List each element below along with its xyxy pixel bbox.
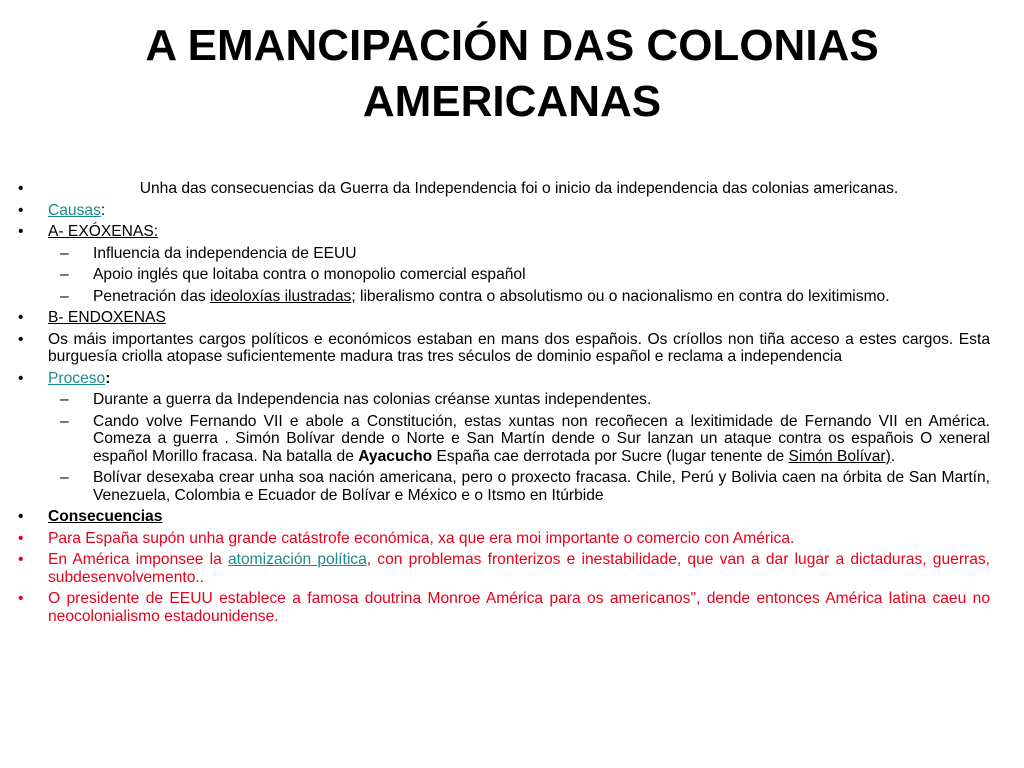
list-item-endoxenas [18, 309, 990, 327]
bullet-marker: • [18, 508, 24, 525]
causas-link[interactable]: Causas [48, 201, 101, 219]
title-line-2: AMERICANAS [362, 77, 662, 126]
exo-3-text-a: Penetración das [93, 287, 211, 305]
bullet-marker: • [18, 369, 24, 387]
proceso-link[interactable]: Proceso [48, 369, 106, 387]
list-item-cons-2 [18, 551, 990, 586]
ideoloxias-ilustradas: ideoloxías ilustradas [210, 287, 352, 305]
atomizacion-politica-link[interactable]: atomización política [227, 551, 367, 568]
proc-2-text-a: Cando volve Fernando VII e abole a Constitución, estas xuntas non recoñecen a lexitimidade de Fernando VII en América. Comeza a guerra . Simón Bolívar dende o Norte e San Martín dende o Sur lanzan un ataque contra os españois O xeneral español Morillo fracasa. Na batalla de [93, 412, 990, 465]
exo-1-text: Influencia da independencia de EEUU [93, 244, 357, 262]
dash-marker: – [60, 469, 69, 486]
list-item-proc-3 [18, 469, 990, 504]
bullet-marker: • [18, 201, 24, 219]
list-item-cons-1 [18, 530, 990, 548]
consecuencias-heading: Consecuencias [48, 508, 163, 525]
title-line-1: A EMANCIPACIÓN DAS COLONIAS [145, 21, 879, 70]
list-item-exo-1 [18, 245, 990, 263]
bullet-marker: • [18, 551, 24, 568]
exo-3-text-b: ; liberalismo contra o absolutismo ou o nacionalismo en contra do lexitimismo. [351, 287, 890, 305]
list-item-causas [18, 202, 990, 220]
cons-2-text-a: En América imponsee la [48, 551, 228, 568]
ayacucho-bold: Ayacucho [358, 447, 433, 465]
simon-bolivar-underlined: Simón Bolívar) [788, 447, 891, 465]
cons-2-text-b: , con problemas fronterizos e inestabilidade, que van a dar lugar a dictaduras, guerras, subdesenvolvemento.. [48, 551, 991, 586]
list-item-exo-2 [18, 266, 990, 284]
exo-2-text: Apoio inglés que loitaba contra o monopolio comercial español [93, 266, 526, 283]
list-item-cons-3 [18, 590, 990, 625]
bullet-marker: • [18, 309, 24, 326]
dash-marker: – [60, 391, 69, 408]
proc-3-text: Bolívar desexaba crear unha soa nación americana, pero o proxecto fracasa. Chile, Perú y Bolivia caen na órbita de San Martín, Venezuela, Colombia e Ecuador de Bolívar e México e o Itsmo en Itúrbide [93, 469, 990, 504]
cons-1-text: Para España supón unha grande catástrofe económica, xa que era moi importante o comercio con América. [48, 529, 795, 547]
dash-marker: – [60, 266, 69, 283]
slide-title [0, 18, 1024, 130]
causas-colon: : [100, 201, 106, 219]
list-item-proc-2 [18, 413, 990, 466]
list-item-intro [18, 180, 990, 198]
list-item-proc-1 [18, 391, 990, 409]
exoxenas-heading: A- EXÓXENAS: [48, 223, 159, 240]
proc-2-text-b: España cae derrotada por Sucre (lugar tenente de [432, 447, 789, 465]
dash-marker: – [60, 244, 69, 262]
bullet-marker: • [18, 590, 24, 607]
bullet-marker: • [18, 529, 24, 547]
list-item-exoxenas [18, 223, 990, 241]
endoxenas-heading: B- ENDOXENAS [48, 309, 166, 326]
proc-2-text-c: . [890, 447, 896, 465]
list-item-proceso [18, 370, 990, 388]
endo-text: Os máis importantes cargos políticos e económicos estaban en mans dos españois. Os críollos non tiña acceso a estes cargos. Esta burguesía criolla atopase suficientemente madura tras tres séculos de dominio español e reclama a independencia [48, 330, 990, 365]
dash-marker: – [60, 412, 69, 430]
dash-marker: – [60, 287, 69, 305]
bullet-marker: • [18, 180, 24, 197]
list-item-endo-text [18, 331, 990, 366]
cons-3-text: O presidente de EEUU establece a famosa doutrina Monroe América para os americanos", dende entonces América latina caeu no neocolonialismo estadounidense. [48, 590, 990, 625]
intro-text: Unha das consecuencias da Guerra da Independencia foi o inicio da independencia das colonias americanas. [139, 180, 899, 197]
proceso-colon: : [105, 369, 111, 387]
bullet-marker: • [18, 330, 24, 348]
bullet-list [18, 180, 990, 629]
list-item-exo-3 [18, 288, 990, 306]
proc-1-text: Durante a guerra da Independencia nas colonias créanse xuntas independentes. [93, 391, 652, 408]
bullet-marker: • [18, 223, 24, 240]
list-item-consecuencias [18, 508, 990, 526]
